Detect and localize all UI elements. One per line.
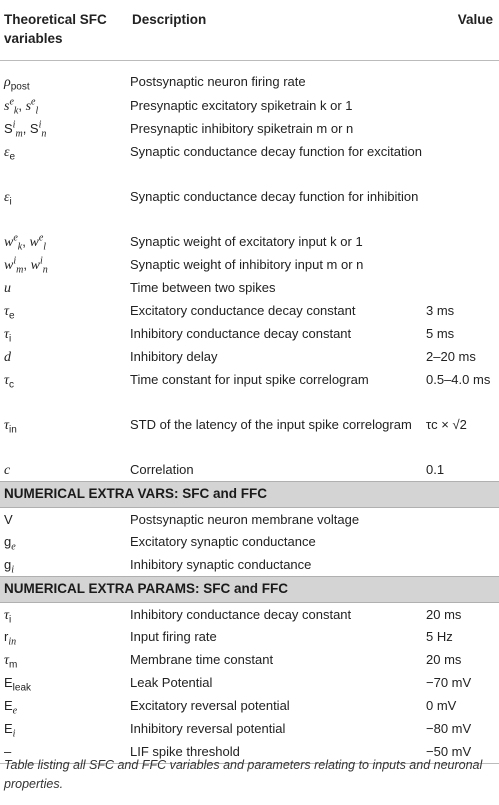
row-symbol: u <box>4 281 11 296</box>
row-description: Postsynaptic neuron firing rate <box>130 73 306 89</box>
row-symbol: $E_e$ <box>4 698 18 717</box>
row-value <box>422 530 499 553</box>
row-symbol: $\tau_e$ <box>4 304 15 322</box>
row-symbol: $\tau_m$ <box>4 653 18 671</box>
table-row <box>0 648 499 671</box>
row-description: Inhibitory synaptic conductance <box>130 557 312 572</box>
row-description: LIF spike threshold <box>128 740 422 763</box>
row-description: Synaptic weight of excitatory input k or 1 <box>130 234 363 249</box>
table-row <box>0 458 499 481</box>
table-row <box>0 694 499 717</box>
row-symbol: $\varepsilon_e$ <box>4 145 16 163</box>
row-symbol: $w^e_k$, $w^e_l$ <box>4 232 47 253</box>
section-title: NUMERICAL EXTRA PARAMS: SFC and FFC <box>0 576 499 602</box>
section-header-params <box>0 576 499 602</box>
row-description: Synaptic weight of inhibitory input m or n <box>130 257 364 272</box>
row-description: Inhibitory conductance decay constant <box>130 606 352 622</box>
table-row <box>0 625 499 648</box>
row-description: Excitatory synaptic conductance <box>130 534 316 549</box>
table-row <box>0 413 499 458</box>
row-symbol: $E_i$ <box>4 721 16 740</box>
table-row <box>0 602 499 625</box>
header-variables: Theoretical SFC variables <box>0 0 128 60</box>
row-symbol: $S^i_m$, $S^i_n$ <box>4 119 47 140</box>
row-description: Input firing rate <box>130 629 217 644</box>
row-value <box>422 253 499 276</box>
row-value <box>422 276 499 299</box>
table-row <box>0 717 499 740</box>
row-value <box>422 185 499 230</box>
row-symbol: $g_i$ <box>4 557 15 576</box>
row-description: Inhibitory conductance decay constant <box>130 326 352 341</box>
row-description: Time between two spikes <box>130 280 276 295</box>
row-description: Synaptic conductance decay function for inhibition <box>130 189 419 204</box>
row-description: Inhibitory delay <box>130 349 218 364</box>
table-row <box>0 60 499 94</box>
row-value: 0 mV <box>426 698 457 713</box>
row-value <box>422 140 499 185</box>
row-description: Excitatory conductance decay constant <box>130 303 356 318</box>
table-row <box>0 553 499 576</box>
row-value: −70 mV <box>426 675 472 690</box>
row-value: 0.1 <box>426 462 445 477</box>
table-row <box>0 671 499 694</box>
row-value: −50 mV <box>422 740 499 763</box>
table-row <box>0 368 499 413</box>
row-description: Membrane time constant <box>130 652 274 667</box>
row-description: Inhibitory reversal potential <box>130 721 286 736</box>
section-title: NUMERICAL EXTRA VARS: SFC and FFC <box>0 481 499 507</box>
row-value: 5 ms <box>426 326 455 341</box>
table-row <box>0 530 499 553</box>
row-symbol: $E_{leak}$ <box>4 675 32 694</box>
row-symbol: $\varepsilon_i$ <box>4 190 12 208</box>
table-row <box>0 140 499 185</box>
row-description: Postsynaptic neuron membrane voltage <box>130 511 360 527</box>
row-symbol: $\tau_i$ <box>4 327 12 345</box>
row-value: 5 Hz <box>426 629 453 644</box>
row-symbol: $w^i_m$, $w^i_n$ <box>4 255 48 276</box>
table-row <box>0 253 499 276</box>
row-value <box>422 117 499 140</box>
row-symbol: V <box>4 511 13 527</box>
row-description: Presynaptic inhibitory spiketrain m or n <box>130 121 354 136</box>
table-row <box>0 322 499 345</box>
row-symbol: $s^e_k$, $s^e_l$ <box>4 96 39 117</box>
header-description: Description <box>128 0 422 60</box>
row-value <box>422 553 499 576</box>
row-symbol: $\tau_i$ <box>4 607 12 626</box>
row-symbol: d <box>4 350 11 365</box>
table-row <box>0 299 499 322</box>
table-row <box>0 94 499 117</box>
row-value: −80 mV <box>426 721 472 736</box>
row-value <box>422 230 499 253</box>
row-symbol: $\rho_{post}$ <box>4 74 30 93</box>
row-symbol: c <box>4 463 11 478</box>
table-row <box>0 185 499 230</box>
row-description: Synaptic conductance decay function for excitation <box>130 144 422 159</box>
row-description: STD of the latency of the input spike correlogram <box>130 417 412 432</box>
row-value <box>422 507 499 530</box>
row-value: 2–20 ms <box>426 349 476 364</box>
row-description: Leak Potential <box>130 675 213 690</box>
row-value: 20 ms <box>426 652 462 667</box>
row-value <box>422 60 499 94</box>
section-header-vars <box>0 481 499 507</box>
row-description: Correlation <box>130 462 194 477</box>
table-row <box>0 230 499 253</box>
table-caption: Table listing all SFC and FFC variables and parameters relating to inputs and neuronal properties. <box>4 758 483 791</box>
row-symbol: $\tau_{in}$ <box>4 418 17 436</box>
row-value: τc × √2 <box>426 417 467 432</box>
row-description: Time constant for input spike correlogram <box>130 372 369 387</box>
table-row <box>0 507 499 530</box>
row-description: Excitatory reversal potential <box>130 698 290 713</box>
row-symbol: $g_e$ <box>4 534 16 553</box>
table-row <box>0 117 499 140</box>
row-value: 20 ms <box>426 606 462 622</box>
table-row <box>0 276 499 299</box>
row-symbol: – <box>0 740 128 763</box>
row-description: Presynaptic excitatory spiketrain k or 1 <box>130 98 353 113</box>
row-symbol: $\tau_c$ <box>4 373 15 391</box>
row-value <box>422 94 499 117</box>
table-row <box>0 345 499 368</box>
row-value: 3 ms <box>426 303 455 318</box>
header-value: Value <box>422 0 499 60</box>
row-symbol: $r_{in}$ <box>4 629 17 648</box>
row-value: 0.5–4.0 ms <box>426 372 491 387</box>
table-header-row <box>0 0 499 60</box>
